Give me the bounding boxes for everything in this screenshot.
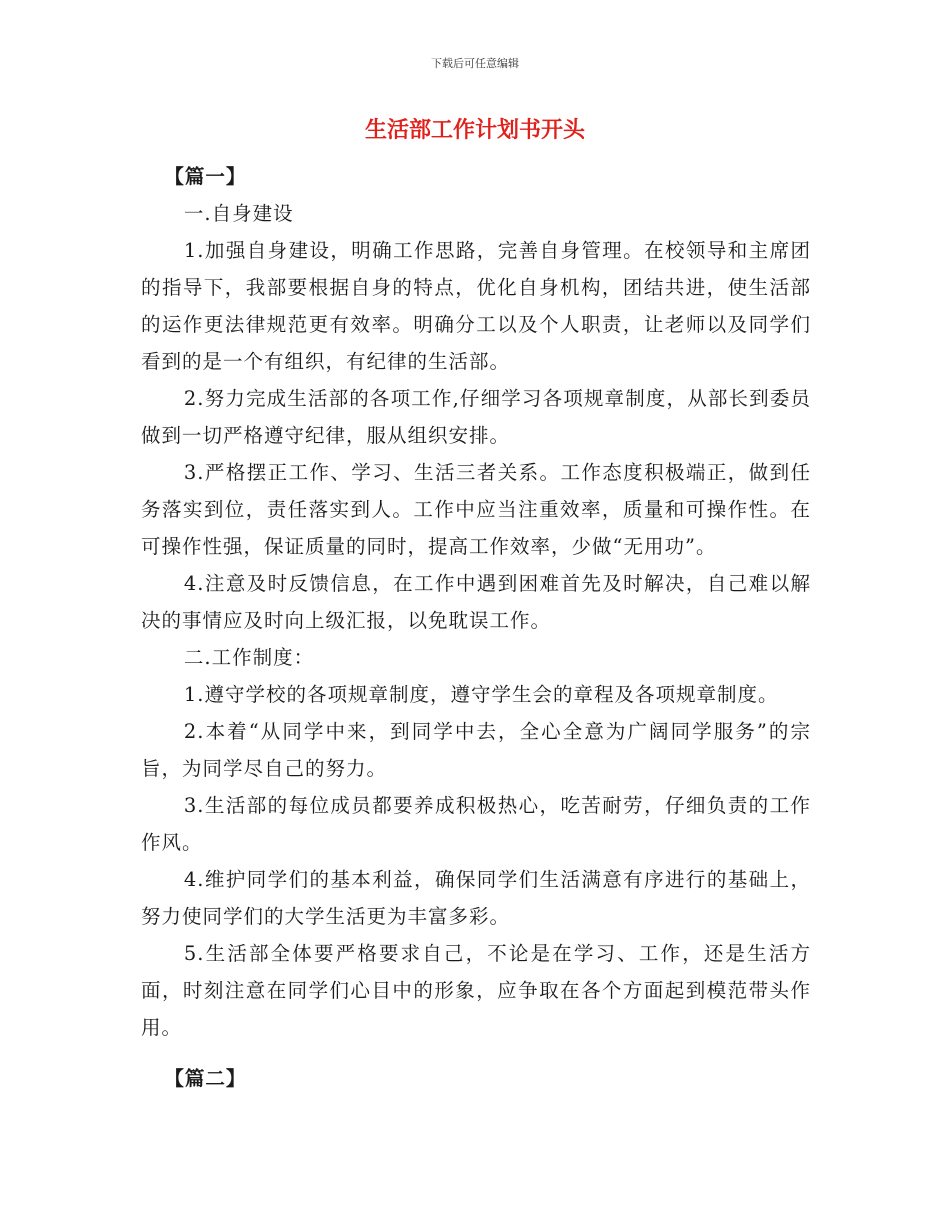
section1-item: 1.加强自身建设，明确工作思路，完善自身管理。在校领导和主席团的指导下，我部要根据自身的特点，优化自身机构，团结共进，使生活部的运作更法律规范更有效率。明确分工以及个人职责，让老师以及同学们看到的是一个有组织，有纪律的生活部。: [141, 239, 811, 373]
section2-item: 1.遵守学校的各项规章制度，遵守学生会的章程及各项规章制度。: [183, 683, 779, 706]
section2-item: 4.维护同学们的基本利益，确保同学们生活满意有序进行的基础上，努力使同学们的大学生活更为丰富多彩。: [141, 868, 811, 928]
section2-heading: 二.工作制度：: [183, 646, 315, 669]
part1-label: 【篇一】: [164, 165, 247, 188]
part2-label: 【篇二】: [164, 1067, 247, 1090]
section2-item: 2.本着“从同学中来，到同学中去，全心全意为广阔同学服务”的宗旨，为同学尽自己的努力。: [141, 720, 811, 780]
section2-item: 3.生活部的每位成员都要养成积极热心，吃苦耐劳，仔细负责的工作作风。: [141, 794, 811, 854]
section1-item: 4.注意及时反馈信息，在工作中遇到困难首先及时解决，自己难以解决的事情应及时向上级汇报，以免耽误工作。: [141, 572, 811, 632]
header-note: 下载后可任意编辑: [431, 57, 519, 70]
section1-item: 3.严格摆正工作、学习、生活三者关系。工作态度积极端正，做到任务落实到位，责任落实到人。工作中应当注重效率，质量和可操作性。在可操作性强，保证质量的同时，提高工作效率，少做“无用功”。: [141, 461, 811, 558]
document-body: [141, 158, 811, 1097]
section1-item: 2.努力完成生活部的各项工作,仔细学习各项规章制度，从部长到委员做到一切严格遵守纪律，服从组织安排。: [141, 387, 811, 447]
section2-item: 5.生活部全体要严格要求自己，不论是在学习、工作，还是生活方面，时刻注意在同学们心目中的形象，应争取在各个方面起到模范带头作用。: [141, 942, 811, 1039]
section1-heading: 一.自身建设: [183, 202, 294, 225]
document-title: 生活部工作计划书开头: [364, 118, 585, 143]
